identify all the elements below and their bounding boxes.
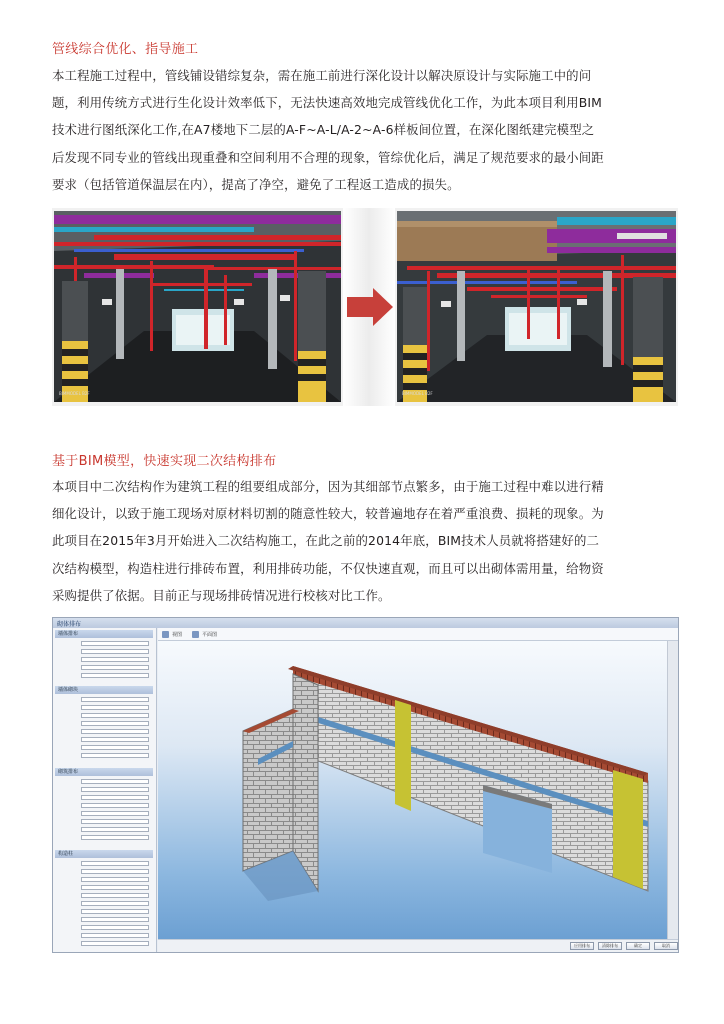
- masonry-wall-model: [158, 641, 668, 941]
- section-heading-pipeline: 管线综合优化、指导施工: [52, 42, 199, 57]
- pipeline-before-scene: [54, 211, 341, 402]
- section-paragraph-bim: [52, 473, 680, 609]
- view-icon[interactable]: [162, 631, 169, 638]
- panel-row[interactable]: [55, 704, 153, 711]
- paragraph-line: 本工程施工过程中，管线铺设错综复杂，需在施工前进行深化设计以解决原设计与实际施工中的问: [52, 68, 592, 83]
- panel-row[interactable]: [55, 744, 153, 751]
- panel-row[interactable]: [55, 752, 153, 759]
- panel-row[interactable]: [55, 736, 153, 743]
- viewport-scrollbar[interactable]: [667, 641, 678, 941]
- section-paragraph-pipeline: [52, 62, 680, 198]
- panel-group-header[interactable]: 构造柱: [55, 850, 153, 858]
- panel-group-header[interactable]: 砌筑排布: [55, 768, 153, 776]
- panel-row[interactable]: [55, 664, 153, 671]
- panel-row[interactable]: [55, 826, 153, 833]
- panel-row[interactable]: [55, 728, 153, 735]
- panel-row[interactable]: [55, 810, 153, 817]
- panel-row[interactable]: [55, 932, 153, 939]
- panel-row[interactable]: [55, 656, 153, 663]
- paragraph-line: 技术进行图纸深化工作,在A7楼地下二层的A-F~A-L/A-2~A-6样板间位置，在深化图纸建完模型之: [52, 122, 595, 138]
- toolbar-item[interactable]: 平面图: [202, 632, 218, 638]
- panel-row[interactable]: [55, 876, 153, 883]
- window-title: 砌体排布: [57, 621, 82, 628]
- paragraph-line: 此项目在2015年3月开始进入二次结构施工，在此之前的2014年底，BIM技术人员就将搭建好的二: [52, 533, 600, 549]
- pipeline-after-render: [397, 211, 676, 402]
- paragraph-line: 要求（包括管道保温层在内），提高了净空，避免了工程返工造成的损失。: [52, 176, 460, 192]
- panel-row[interactable]: [55, 818, 153, 825]
- paragraph-line: 后发现不同专业的管线出现重叠和空间利用不合理的现象，管综优化后，满足了规范要求的最小间距: [52, 149, 604, 165]
- panel-row[interactable]: [55, 640, 153, 647]
- panel-row[interactable]: [55, 908, 153, 915]
- panel-row[interactable]: [55, 648, 153, 655]
- panel-row[interactable]: [55, 916, 153, 923]
- panel-row[interactable]: [55, 778, 153, 785]
- panel-row[interactable]: [55, 802, 153, 809]
- panel-row[interactable]: [55, 868, 153, 875]
- paragraph-line: 细化设计，以致于施工现场对原材料切割的随意性较大，较普遍地存在着严重浪费、损耗的现象。为: [52, 506, 604, 522]
- scene-caption: BIMMODEL B2F: [402, 391, 433, 396]
- viewer-toolbar: [158, 628, 679, 641]
- panel-group-header[interactable]: 墙体排布: [55, 630, 153, 638]
- panel-group-header[interactable]: 墙体砌块: [55, 686, 153, 694]
- cancel-button[interactable]: 取消: [654, 942, 678, 950]
- masonry-software-window: [52, 617, 679, 953]
- ok-button[interactable]: 确定: [626, 942, 650, 950]
- section-heading-bim: 基于BIM模型，快速实现二次结构排布: [52, 454, 277, 469]
- panel-row[interactable]: [55, 860, 153, 867]
- pipeline-optimization-figure: [52, 208, 678, 406]
- panel-row[interactable]: [55, 712, 153, 719]
- toolbar-item[interactable]: 视图: [172, 632, 183, 638]
- panel-row[interactable]: [55, 720, 153, 727]
- panel-row[interactable]: [55, 892, 153, 899]
- paragraph-line: 采购提供了依据。目前正与现场排砖情况进行校核对比工作。: [52, 587, 391, 603]
- panel-row[interactable]: [55, 924, 153, 931]
- scene-caption: BIMMODEL B2F: [59, 391, 90, 396]
- pipeline-before-render: [54, 211, 341, 402]
- panel-row[interactable]: [55, 696, 153, 703]
- paragraph-line: 题，利用传统方式进行生化设计效率低下，无法快速高效地完成管线优化工作，为此本项目利用BIM: [52, 95, 603, 111]
- panel-row[interactable]: [55, 786, 153, 793]
- pipeline-after-scene: [397, 211, 676, 402]
- plan-icon[interactable]: [192, 631, 199, 638]
- apply-layout-button[interactable]: 应用排布: [570, 942, 594, 950]
- arrow-zone: [343, 208, 395, 406]
- right-arrow-icon: [343, 208, 395, 406]
- panel-row[interactable]: [55, 834, 153, 841]
- panel-row[interactable]: [55, 672, 153, 679]
- panel-row[interactable]: [55, 794, 153, 801]
- 3d-viewport[interactable]: [158, 641, 668, 941]
- clear-layout-button[interactable]: 清除排布: [598, 942, 622, 950]
- panel-row[interactable]: [55, 940, 153, 947]
- status-bar: [158, 939, 679, 952]
- panel-row[interactable]: [55, 884, 153, 891]
- panel-row[interactable]: [55, 900, 153, 907]
- properties-panel: [53, 628, 157, 953]
- paragraph-line: 本项目中二次结构作为建筑工程的组要组成部分，因为其细部节点繁多，由于施工过程中难以进行精: [52, 479, 604, 494]
- paragraph-line: 次结构模型，构造柱进行排砖布置，利用排砖功能，不仅快速直观，而且可以出砌体需用量，给物资: [52, 560, 604, 576]
- window-title-bar: [53, 618, 678, 628]
